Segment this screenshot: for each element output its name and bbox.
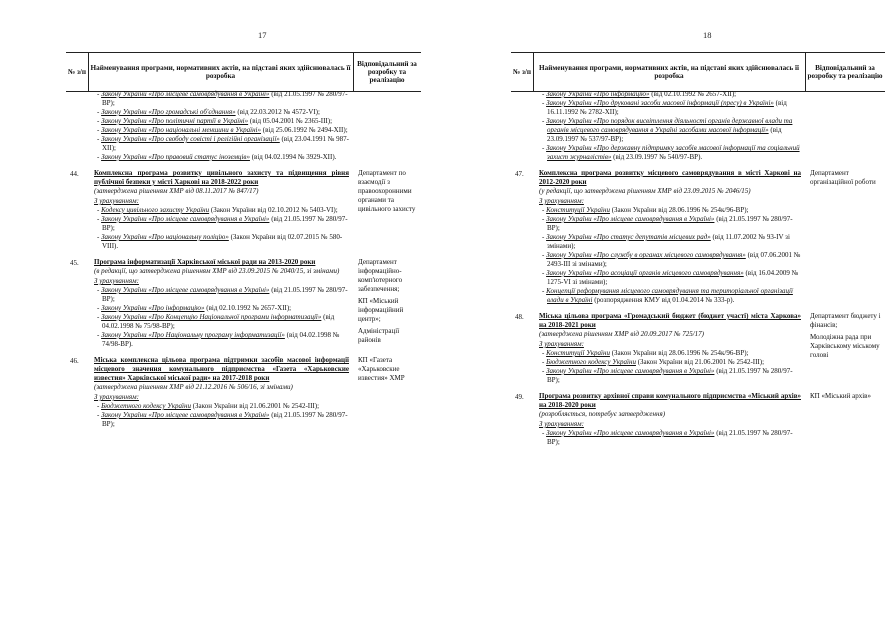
law-reference: - Закону України «Про місцеве самоврядування в Україні» (від 21.05.1997 № 280/97-ВР); [97, 215, 348, 232]
law-details: (Закон України від 28.06.1996 № 254к/96-ВР); [611, 349, 749, 357]
law-reference: - Конституції України (Закон України від 28.06.1996 № 254к/96-ВР); [542, 206, 749, 214]
law-name: Закону України «Про друковані засоби масової інформації (пресу) в Україні» [546, 99, 774, 107]
table-body [511, 90, 885, 447]
law-details: (від 23.09.1997 № 537/97-ВР); [547, 126, 782, 143]
law-details: (Закон України від 21.06.2001 № 2542-III); [637, 358, 765, 366]
row-content [533, 90, 805, 162]
law-details: (від 21.05.1997 № 280/97-ВР); [102, 286, 348, 303]
responsible-entity: КП «Міський інформаційний центр»; [358, 297, 404, 323]
law-name: Закону України «Про місцеве самоврядування в Україні» [546, 215, 715, 223]
row-responsible [805, 312, 885, 385]
law-details: (від 23.04.1991 № 987-XII); [102, 135, 349, 152]
law-reference: - Закону України «Про місцеве самоврядування в Україні» (від 21.05.1997 № 280/97-ВР); [97, 411, 348, 428]
law-name: Закону України «Про національну поліцію» [101, 233, 229, 241]
program-approval-note: (затверджена рішенням ХМР від 08.11.2017 № 847/17) [94, 187, 259, 195]
law-reference: - Закону України «Про статус депутатів місцевих рад» (від 11.07.2002 № 93-IV зі змінами); [542, 233, 790, 250]
table-body [66, 90, 421, 429]
row-content [533, 169, 805, 305]
law-reference: - Закону України «Про громадські об'єднання» (від 22.03.2012 № 4572-VI); [97, 108, 320, 116]
law-reference: - Бюджетного кодексу України (Закон України від 21.06.2001 № 2542-III); [542, 358, 765, 366]
law-details: (розпорядження КМУ від 01.04.2014 № 333-р). [594, 296, 735, 304]
law-reference: - Закону України «Про місцеве самоврядування в Україні» (від 21.05.1997 № 280/97-ВР); [97, 286, 348, 303]
law-name: Конституції України [546, 206, 610, 214]
program-approval-note: (розробляється, потребує затвердження) [539, 410, 666, 418]
law-details: (Закон України від 28.06.1996 № 254к/96-ВР); [611, 206, 749, 214]
law-reference: - Закону України «Про місцеве самоврядування в Україні» (від 21.05.1997 № 280/97-ВР); [97, 90, 348, 107]
row-responsible [353, 169, 421, 251]
law-name: Закону України «Про місцеве самоврядування в Україні» [101, 411, 270, 419]
considering-label: З урахуванням: [94, 393, 139, 401]
law-details: (від 21.05.1997 № 280/97-ВР); [547, 429, 793, 446]
law-details: (Закон України від 21.06.2001 № 2542-III); [192, 402, 320, 410]
law-name: Закону України «Про службу в органах місцевого самоврядування» [546, 251, 746, 259]
row-number: 46. [70, 357, 79, 365]
law-name: Закону України «Про Концепцію Національної програми інформатизації» [101, 313, 322, 321]
law-details: (від 23.09.1997 № 540/97-ВР). [613, 153, 703, 161]
row-content [88, 90, 353, 162]
law-name: Бюджетного кодексу України [546, 358, 636, 366]
law-details: (від 21.05.1997 № 280/97-ВР); [547, 367, 793, 384]
law-details: (від 21.05.1997 № 280/97-ВР); [102, 90, 348, 107]
law-reference: - Закону України «Про місцеве самоврядування в Україні» (від 21.05.1997 № 280/97-ВР); [542, 215, 793, 232]
law-details: (від 11.07.2002 № 93-IV зі змінами); [547, 233, 790, 250]
row-responsible [805, 90, 885, 162]
table-row [511, 169, 885, 305]
responsible-entity: Молодіжна рада при Харківському міському голові [810, 333, 880, 359]
law-reference: - Закону України «Про державну підтримку засобів масової інформації та соціальний захист журналістів» (від 23.09.1997 № 540/97-ВР). [542, 144, 800, 161]
law-reference: - Закону України «Про Концепцію Національної програми інформатизації» (від 04.02.1998 № 75/98-ВР); [97, 313, 335, 330]
law-details: (від 21.05.1997 № 280/97-ВР); [102, 215, 348, 232]
row-responsible [805, 392, 885, 447]
law-name: Кодексу цивільного захисту України [101, 206, 210, 214]
considering-label: З урахуванням: [94, 277, 139, 285]
responsible-entity: Департамент по взаємодії з правоохоронними органами та цивільного захисту [358, 169, 416, 213]
considering-label: З урахуванням: [539, 197, 584, 205]
law-details: (від 04.02.1994 № 3929-XII). [251, 153, 337, 161]
row-content [533, 312, 805, 385]
law-reference: - Закону України «Про національні меншини в Україні» (від 25.06.1992 № 2494-XII); [97, 126, 348, 134]
law-reference: - Закону України «Про службу в органах місцевого самоврядування» (від 07.06.2001 № 2493-III зі змінами); [542, 251, 801, 268]
considering-label: З урахуванням: [94, 197, 139, 205]
row-number: 44. [70, 170, 79, 178]
law-name: Закону України «Про статус депутатів місцевих рад» [546, 233, 711, 241]
law-details: (від 16.04.2009 № 1275-VI зі змінами); [547, 269, 799, 286]
law-name: Закону України «Про місцеве самоврядування в Україні» [101, 90, 270, 98]
responsible-entity: КП «Міський архів» [810, 392, 871, 400]
program-approval-note: (в редакції, що затверджена рішенням ХМР від 23.09.2015 № 2040/15, зі змінами) [94, 267, 340, 275]
law-name: Закону України «Про місцеве самоврядування в Україні» [546, 367, 715, 375]
row-number: 49. [515, 393, 524, 401]
law-details: (від 07.06.2001 № 2493-III зі змінами); [547, 251, 801, 268]
law-reference: - Конституції України (Закон України від 28.06.1996 № 254к/96-ВР); [542, 349, 749, 357]
row-number: 47. [515, 170, 524, 178]
law-reference: - Закону України «Про асоціації органів місцевого самоврядування» (від 16.04.2009 № 1275-VI зі змінами); [542, 269, 799, 286]
law-details: (від 05.04.2001 № 2365-III); [249, 117, 333, 125]
row-spacer [66, 162, 421, 169]
table-header [66, 52, 421, 92]
table-row [511, 312, 885, 385]
program-approval-note: (затверджена рішенням ХМР від 21.12.2016 № 506/16, зі змінами) [94, 383, 293, 391]
program-title: Комплексна програма розвитку цивільного захисту та підвищення рівня публічної безпеки у місті Харкові на 2018-2022 роки [94, 169, 349, 186]
law-reference: - Закону України «Про місцеве самоврядування в Україні» (від 21.05.1997 № 280/97-ВР); [542, 429, 793, 446]
law-name: Концепції реформування місцевого самоврядування та територіальної організації влади в Україні [546, 287, 793, 304]
program-approval-note: (у редакції, що затверджена рішенням ХМР від 23.09.2015 № 2046/15) [539, 187, 751, 195]
table-row [511, 90, 885, 162]
law-name: Закону України «Про Національну програму інформатизації» [101, 331, 285, 339]
row-content [88, 356, 353, 429]
law-reference: - Закону України «Про Національну програму інформатизації» (від 04.02.1998 № 74/98-ВР). [97, 331, 340, 348]
program-title: Міська комплексна цільова програма підтримки засобів масової інформації місцевого значення комунального підприємства «Газета «Харьковские известия» Харківської міської ради» на 2017-2018 роки [94, 356, 349, 382]
law-name: Бюджетного кодексу України [101, 402, 191, 410]
table-row [66, 258, 421, 349]
law-name: Закону України «Про політичні партії в Україні» [101, 117, 249, 125]
header-col-name: Найменування програми, нормативних актів, на підставі яких здійснювалась її розробка [533, 53, 806, 91]
law-details: (від 04.02.1998 № 74/98-ВР). [102, 331, 340, 348]
row-responsible [353, 90, 421, 162]
law-details: (Закон України від 02.07.2015 № 580-VIII). [102, 233, 343, 250]
table-row [66, 169, 421, 251]
law-reference: - Закону України «Про інформацію» (від 02.10.1992 № 2657-XII); [542, 90, 737, 98]
law-name: Закону України «Про місцеве самоврядування в Україні» [546, 429, 715, 437]
law-details: (від 02.10.1992 № 2657-XII); [651, 90, 737, 98]
law-name: Закону України «Про національні меншини в Україні» [101, 126, 261, 134]
law-name: Закону України «Про місцеве самоврядування в Україні» [101, 286, 270, 294]
law-name: Закону України «Про державну підтримку засобів масової інформації та соціальний захист журналістів» [546, 144, 800, 161]
header-col-number: № з/п [511, 53, 534, 91]
page-number: 18 [703, 30, 712, 40]
program-title: Комплексна програма розвитку місцевого самоврядування в місті Харкові на 2012-2020 роки [539, 169, 801, 186]
law-details: (від 22.03.2012 № 4572-VI); [237, 108, 320, 116]
header-col-name: Найменування програми, нормативних актів, на підставі яких здійснювалась її розробка [88, 53, 354, 91]
responsible-entity: Департамент організаційної роботи [810, 169, 876, 186]
row-responsible [353, 258, 421, 349]
row-spacer [511, 305, 885, 312]
responsible-entity: КП «Газета «Харьковские известия» ХМР [358, 356, 405, 382]
row-spacer [66, 251, 421, 258]
law-name: Конституції України [546, 349, 610, 357]
row-number [511, 90, 533, 162]
law-details: (від 21.05.1997 № 280/97-ВР); [547, 215, 793, 232]
row-number: 48. [515, 313, 524, 321]
law-name: Закону України «Про правовий статус іноземців» [101, 153, 250, 161]
law-reference: - Закону України «Про політичні партії в Україні» (від 05.04.2001 № 2365-III); [97, 117, 333, 125]
row-number [66, 90, 88, 162]
table-row [66, 356, 421, 429]
row-spacer [511, 385, 885, 392]
program-title: Програма інформатизації Харківської міської ради на 2013-2020 роки [94, 258, 316, 266]
law-name: Закону України «Про місцеве самоврядування в Україні» [101, 215, 270, 223]
law-reference: - Концепції реформування місцевого самоврядування та територіальної організації влади в Україні (розпорядження КМУ від 01.04.2014 № 333-р). [542, 287, 793, 304]
law-reference: - Закону України «Про інформацію» (від 02.10.1992 № 2657-XII); [97, 304, 292, 312]
law-name: Закону України «Про громадські об'єднання» [101, 108, 236, 116]
law-reference: - Кодексу цивільного захисту України (Закон України від 02.10.2012 № 5403-VI); [97, 206, 338, 214]
considering-label: З урахуванням: [539, 420, 584, 428]
row-content [88, 258, 353, 349]
responsible-entity: Адміністрації районів [358, 327, 400, 344]
table-row [66, 90, 421, 162]
law-reference: - Закону України «Про порядок висвітлення діяльності органів державної влади та органів місцевого самоврядування в Україні засобами масової інформації» (від 23.09.1997 № 537/97-ВР); [542, 117, 793, 143]
law-name: Закону України «Про інформацію» [101, 304, 205, 312]
law-name: Закону України «Про свободу совісті і релігійні організації» [101, 135, 280, 143]
header-col-responsible: Відповідальний за розробку та реалізацію [357, 59, 417, 85]
row-number: 45. [70, 259, 79, 267]
page-number: 17 [258, 30, 267, 40]
law-details: (від 02.10.1992 № 2657-XII); [206, 304, 292, 312]
law-reference: - Закону України «Про друковані засоби масової інформації (пресу) в Україні» (від 16.11.1992 № 2782-XII); [542, 99, 787, 116]
row-responsible [353, 356, 421, 429]
law-reference: - Закону України «Про національну поліцію» (Закон України від 02.07.2015 № 580-VIII). [97, 233, 343, 250]
law-reference: - Закону України «Про свободу совісті і релігійні організації» (від 23.04.1991 № 987-XII); [97, 135, 349, 152]
law-name: Закону України «Про інформацію» [546, 90, 650, 98]
table-row [511, 392, 885, 447]
law-details: (від 16.11.1992 № 2782-XII); [547, 99, 787, 116]
header-col-responsible: Відповідальний за розробку та реалізацію [807, 63, 883, 80]
program-title: Міська цільова програма «Громадський бюджет (бюджет участі) міста Харкова» на 2018-2021 роки [539, 312, 801, 329]
law-reference: - Закону України «Про місцеве самоврядування в Україні» (від 21.05.1997 № 280/97-ВР); [542, 367, 793, 384]
responsible-entity: Департамент інформаційно-комп'ютерного забезпечення; [358, 258, 403, 293]
program-approval-note: (затверджена рішенням ХМР від 20.09.2017 № 725/17) [539, 330, 704, 338]
row-spacer [511, 162, 885, 169]
header-col-number: № з/п [66, 53, 89, 91]
table-header [511, 52, 885, 92]
considering-label: З урахуванням: [539, 340, 584, 348]
law-details: (від 21.05.1997 № 280/97-ВР); [102, 411, 348, 428]
row-content [88, 169, 353, 251]
law-reference: - Закону України «Про правовий статус іноземців» (від 04.02.1994 № 3929-XII). [97, 153, 337, 161]
row-content [533, 392, 805, 447]
law-name: Закону України «Про асоціації органів місцевого самоврядування» [546, 269, 744, 277]
row-responsible [805, 169, 885, 305]
law-details: (від 04.02.1998 № 75/98-ВР); [102, 313, 335, 330]
row-spacer [66, 349, 421, 356]
law-reference: - Бюджетного кодексу України (Закон України від 21.06.2001 № 2542-III); [97, 402, 320, 410]
page-right [445, 0, 890, 625]
law-details: (Закон України від 02.10.2012 № 5403-VI); [210, 206, 338, 214]
responsible-entity: Департамент бюджету і фінансів; [810, 312, 881, 329]
law-name: Закону України «Про порядок висвітлення діяльності органів державної влади та органів місцевого самоврядування в Україні засобами масової інформації» [546, 117, 793, 134]
program-title: Програма розвитку архівної справи комунального підприємства «Міський архів» на 2018-2020 роки [539, 392, 801, 409]
law-details: (від 25.06.1992 № 2494-XII); [262, 126, 348, 134]
